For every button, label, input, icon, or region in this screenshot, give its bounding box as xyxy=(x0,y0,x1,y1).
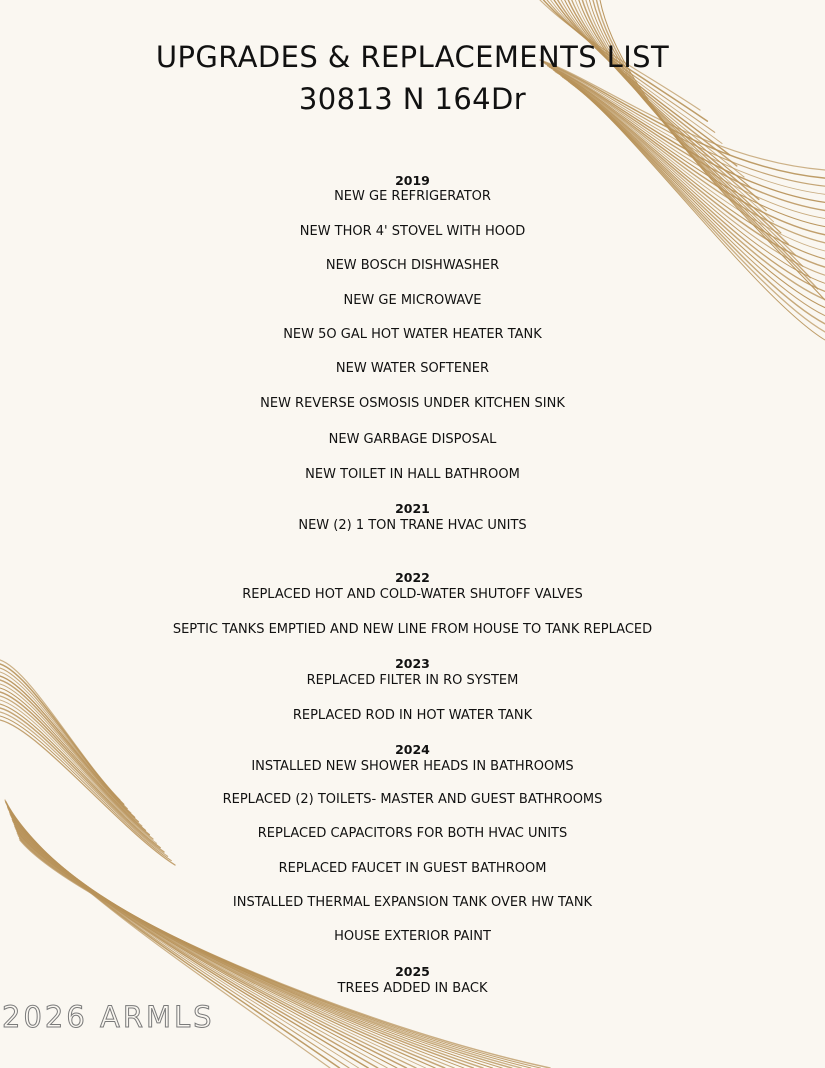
list-item: REPLACED FILTER IN RO SYSTEM xyxy=(306,673,519,688)
list-item: NEW BOSCH DISHWASHER xyxy=(325,258,500,273)
list-item: TREES ADDED IN BACK xyxy=(337,981,488,996)
list-item: NEW WATER SOFTENER xyxy=(335,361,490,376)
year-heading: 2019 xyxy=(395,173,430,188)
list-item: INSTALLED THERMAL EXPANSION TANK OVER HW TANK xyxy=(232,895,593,910)
watermark: 2026 ARMLS xyxy=(2,1000,215,1034)
year-heading: 2024 xyxy=(395,742,430,757)
list-item: INSTALLED NEW SHOWER HEADS IN BATHROOMS xyxy=(251,759,574,774)
list-item: SEPTIC TANKS EMPTIED AND NEW LINE FROM HOUSE TO TANK REPLACED xyxy=(172,622,653,637)
page-title: UPGRADES & REPLACEMENTS LIST xyxy=(155,40,670,74)
list-item: NEW THOR 4' STOVEL WITH HOOD xyxy=(299,224,526,239)
list-item: REPLACED FAUCET IN GUEST BATHROOM xyxy=(278,861,547,876)
list-item: REPLACED HOT AND COLD-WATER SHUTOFF VALVES xyxy=(242,587,583,602)
list-item: NEW TOILET IN HALL BATHROOM xyxy=(305,467,520,482)
list-item: REPLACED (2) TOILETS- MASTER AND GUEST BATHROOMS xyxy=(222,792,603,807)
list-item: REPLACED CAPACITORS FOR BOTH HVAC UNITS xyxy=(257,826,568,841)
year-heading: 2025 xyxy=(395,964,430,979)
year-heading: 2022 xyxy=(395,570,430,585)
list-item: REPLACED ROD IN HOT WATER TANK xyxy=(292,708,533,723)
list-item: NEW GE REFRIGERATOR xyxy=(334,189,491,204)
year-heading: 2021 xyxy=(395,501,430,516)
list-item: NEW GARBAGE DISPOSAL xyxy=(328,432,497,447)
list-item: NEW GE MICROWAVE xyxy=(343,293,482,308)
list-item: HOUSE EXTERIOR PAINT xyxy=(334,929,491,944)
list-item: NEW REVERSE OSMOSIS UNDER KITCHEN SINK xyxy=(260,396,565,411)
list-item: NEW (2) 1 TON TRANE HVAC UNITS xyxy=(298,518,527,533)
year-heading: 2023 xyxy=(395,656,430,671)
property-address: 30813 N 164Dr xyxy=(298,82,527,116)
list-item: NEW 5O GAL HOT WATER HEATER TANK xyxy=(283,327,542,342)
